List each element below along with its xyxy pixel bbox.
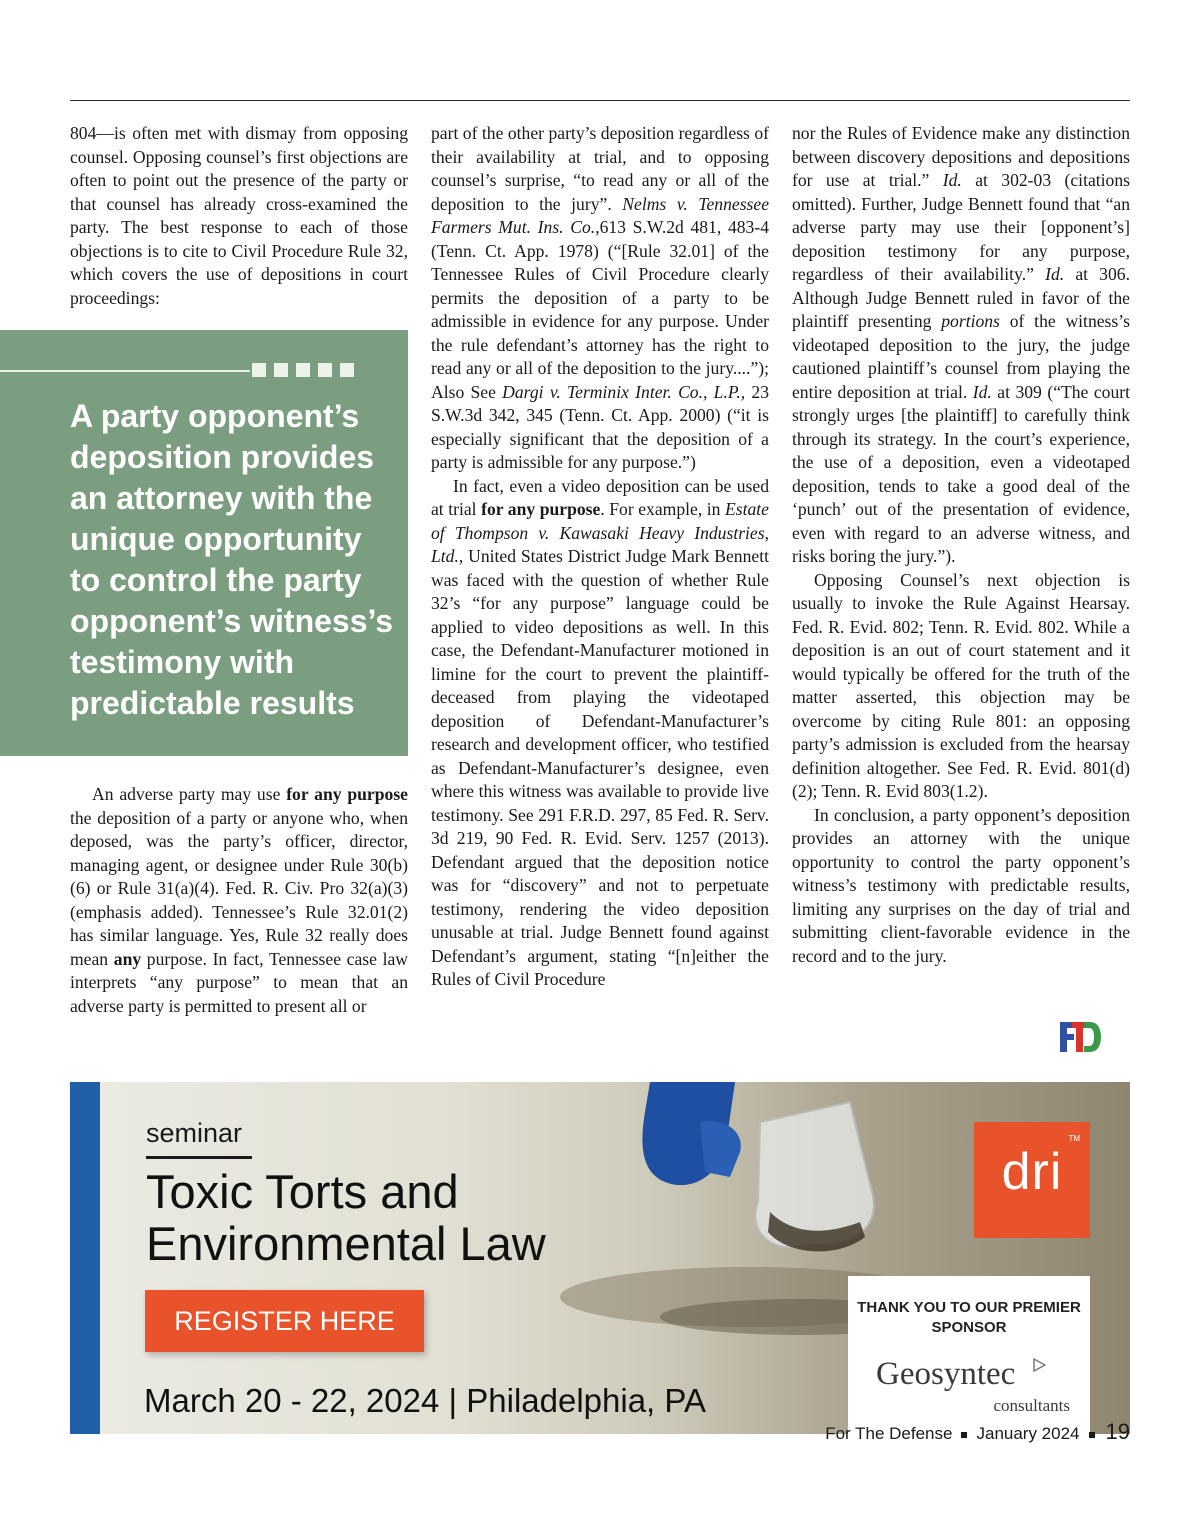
dri-logo: dri TM bbox=[974, 1122, 1090, 1238]
sponsor-heading: THANK YOU TO OUR PREMIER SPONSOR bbox=[857, 1299, 1081, 1336]
ad-accent-stripe bbox=[70, 1082, 100, 1434]
ad-kicker-underline bbox=[146, 1156, 252, 1159]
article-column-1-bottom bbox=[70, 783, 408, 1018]
paragraph: Opposing Counsel’s next objection is usually to invoke the Rule Against Hearsay. Fed. R. Evid. 802; Tenn. R. Evid. 802. While a deposition is an out of court statement and it would typically be offered for the truth of the matter asserted, this objection may be overcome by citing Rule 801: an opposing party’s admission is excluded from the hearsay definition altogether. See Fed. R. Evid. 801(d)(2); Tenn. R. Evid 803(1.2). bbox=[792, 569, 1130, 801]
sponsor-box bbox=[848, 1276, 1090, 1434]
article-column-3 bbox=[792, 122, 1130, 968]
page-footer bbox=[825, 1419, 1130, 1445]
sponsor-name: Geosyntec bbox=[876, 1356, 1016, 1392]
pull-quote-squares-icon bbox=[252, 363, 354, 377]
paragraph: nor the Rules of Evidence make any distinction between discovery depositions and depositions for use at trial.” Id. at 302-03 (citations omitted). Further, Judge Bennett found that “an adverse party may use their [opponent’s] deposition testimony for any purpose, regardless of their availability.” Id. at 306. Although Judge Bennett ruled in favor of the plaintiff presenting portions of the witness’s videotaped deposition to the jury, the judge cautioned plaintiff’s counsel from playing the entire deposition at trial. Id. at 309 (“The court strongly urges [the plaintiff] to carefully think through its strategy. In the court’s experience, the use of a deposition, even a videotaped deposition, tends to take a good deal of the ‘punch’ out of the presentation of evidence, even with regard to an adverse witness, and risks boring the jury.”). bbox=[792, 123, 1130, 566]
header-rule bbox=[70, 100, 1130, 101]
separator-icon bbox=[961, 1432, 967, 1438]
sponsor-subtitle: consultants bbox=[993, 1396, 1070, 1415]
pull-quote-text: A party opponent’s deposition provides an attorney with the unique opportunity to control the party opponent’s witness’s testimony with predictable results bbox=[70, 398, 393, 721]
play-triangle-icon bbox=[1032, 1358, 1046, 1372]
article-column-2 bbox=[431, 122, 769, 992]
pull-quote-rule bbox=[0, 370, 250, 372]
issue-date: January 2024 bbox=[976, 1424, 1080, 1443]
ftd-end-logo-icon bbox=[1058, 1020, 1102, 1054]
paragraph: 804—is often met with dismay from opposing counsel. Opposing counsel’s first objections are often to point out the presence of the party or that counsel has already cross-examined the party. The best response to each of those objections is to cite to Civil Procedure Rule 32, which covers the use of depositions in court proceedings: bbox=[70, 123, 408, 308]
register-button[interactable]: REGISTER HERE bbox=[145, 1290, 424, 1352]
paragraph: In conclusion, a party opponent’s deposition provides an attorney with the unique opportunity to control the party opponent’s witness’s testimony with predictable results, limiting any surprises on the day of trial and submitting client-favorable evidence in the record and to the jury. bbox=[792, 804, 1130, 966]
ad-kicker: seminar bbox=[146, 1118, 243, 1148]
block-quote: An adverse party may use for any purpose the deposition of a party or anyone who, when deposed, was the party’s officer, director, managing agent, or designee under Rule 30(b)(6) or Rule 31(a)(4). Fed. R. Civ. Pro 32(a)(3) (emphasis added). Tennessee’s Rule 32.01(2) has similar language. Yes, Rule 32 really does mean any purpose. In fact, Tennessee case law interprets “any purpose” to mean that an adverse party is permitted to present all or bbox=[70, 784, 409, 1016]
paragraph: part of the other party’s deposition regardless of their availability at trial, and to opposing counsel’s surprise, “to read any or all of the deposition to the jury”. Nelms v. Tennessee Farmers Mut. Ins. Co.,613 S.W.2d 481, 483-4 (Tenn. Ct. App. 1978) (“[Rule 32.01] of the Tennessee Rules of Civil Procedure clearly permits the deposition of a party to be admissible in evidence for any purpose. Under the rule defendant’s attorney has the right to read any or all of the deposition to the jury....”); Also See Dargi v. Terminix Inter. Co., L.P., 23 S.W.3d 342, 345 (Tenn. Ct. App. 2000) (“it is especially significant that the deposition of a party is admissible for any purpose.”) bbox=[431, 123, 769, 472]
separator-icon bbox=[1089, 1432, 1095, 1438]
article-column-1-top bbox=[70, 122, 408, 310]
publication-name: For The Defense bbox=[825, 1424, 953, 1443]
page-number: 19 bbox=[1105, 1419, 1130, 1444]
ad-date-location: March 20 - 22, 2024 | Philadelphia, PA bbox=[144, 1382, 706, 1419]
paragraph: In fact, even a video deposition can be used at trial for any purpose. For example, in Estate of Thompson v. Kawasaki Heavy Industries, Ltd., United States District Judge Mark Bennett was faced with the question of whether Rule 32’s “for any purpose” language could be applied to video depositions as well. In this case, the Defendant-Manufacturer motioned in limine for the court to prevent the plaintiff-deceased from playing the videotaped deposition of Defendant-Manufacturer’s research and development officer, who testified as Defendant-Manufacturer’s designee, even where this witness was available to provide live testimony. See 291 F.R.D. 297, 85 Fed. R. Serv. 3d 219, 90 Fed. R. Evid. Serv. 1257 (2013). Defendant argued that the deposition notice was for “discovery” and not to perpetuate testimony, rendering the video deposition unusable at trial. Judge Bennett found against Defendant’s argument, stating “[n]either the Rules of Civil Procedure bbox=[431, 475, 769, 989]
pull-quote-box bbox=[0, 330, 408, 756]
ad-title: Toxic Torts and Environmental Law bbox=[146, 1165, 546, 1270]
seminar-advertisement[interactable] bbox=[70, 1082, 1130, 1434]
